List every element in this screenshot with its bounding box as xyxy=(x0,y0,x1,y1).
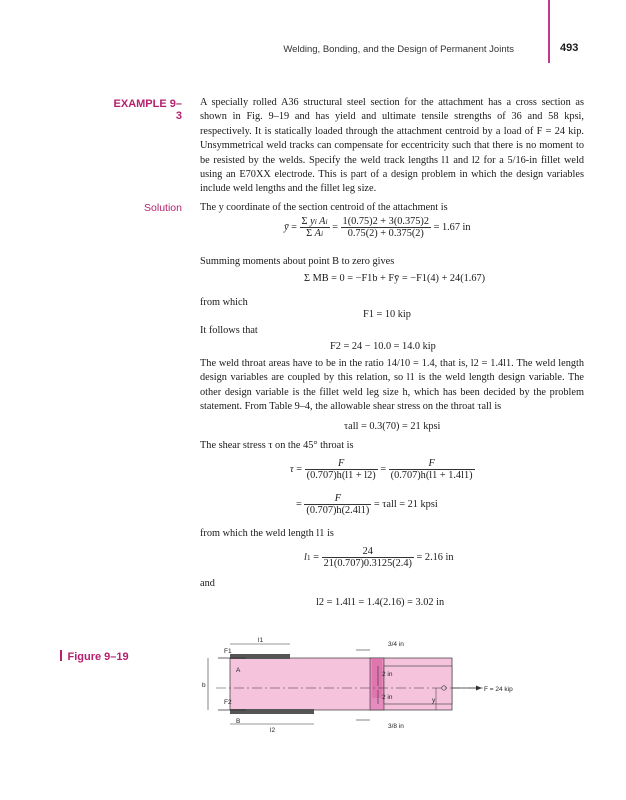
equation-l1: l1 = $\frac{24}{21(0.707)0.3125(2.4)}$ = 2.16 in xyxy=(304,546,454,569)
attachment-shade xyxy=(372,658,382,698)
eq-frac-values: $\frac{1(0.75)2 + 3(0.375)2}{0.75(2) + 0.375(2)}$ xyxy=(342,216,429,239)
eq1-result: = 1.67 in xyxy=(433,221,471,233)
example-statement: A specially rolled A36 structural steel section for the attachment has a cross section as shown in Fig. 9–19 and has yield and ultimate tensile strengths of 36 and 58 kpsi, respectively. It is statically loaded through the attachment centroid by a load of F = 24 kip. Unsymmetrical weld tracks can compensate for eccentricity such that there is no moment to be resisted by the welds. Specify the weld track lengths l1 and l2 for a 5/16-in fillet weld using an E70XX electrode. This is part of a design problem in which the design variables include weld lengths and the fillet leg size. xyxy=(200,97,584,195)
header-rule xyxy=(548,0,550,63)
eq-frac-sum: $\frac{\text{Σ yi Ai}}{\text{Σ Ai}}$ xyxy=(301,216,328,239)
label-l2: l2 xyxy=(270,727,276,734)
eq6-frac-b: $\frac{F}{(0.707)h(l1 + 1.4l1)}$ xyxy=(390,458,473,481)
equation-F1: F1 = 10 kip xyxy=(363,309,411,320)
label-F2: F2 xyxy=(224,699,232,706)
eq6-frac-a: $\frac{F}{(0.707)h(l1 + l2)}$ xyxy=(306,458,376,481)
figure-9-19 xyxy=(196,636,586,796)
label-dim-upper: 2 in xyxy=(382,671,393,678)
solution-p3: from which xyxy=(200,297,248,308)
label-load: F = 24 kip xyxy=(484,686,513,693)
eq6-frac-c: $\frac{F}{(0.707)h(2.4l1)}$ xyxy=(306,493,370,516)
eq6-result: = τall = 21 kpsi xyxy=(373,498,438,510)
solution-p6: The shear stress τ on the 45° throat is xyxy=(200,440,354,451)
eq-sym: ȳ = xyxy=(284,221,300,233)
solution-p1: The y coordinate of the section centroid of the attachment is xyxy=(200,202,448,213)
solution-label: Solution xyxy=(144,202,182,214)
equation-shear-1: τ = $\frac{F}{(0.707)h(l1 + l2)}$ = $\frac{F}{(0.707)h(l1 + 1.4l1)}$ xyxy=(290,458,473,481)
eq7-frac: $\frac{24}{21(0.707)0.3125(2.4)}$ xyxy=(323,546,412,569)
label-dim-lower: 2 in xyxy=(382,694,393,701)
eq7-result: = 2.16 in xyxy=(416,551,454,563)
equation-F2: F2 = 24 − 10.0 = 14.0 kip xyxy=(330,341,436,352)
running-title: Welding, Bonding, and the Design of Permanent Joints xyxy=(283,44,514,55)
equation-moments: Σ MB = 0 = −F1b + Fȳ = −F1(4) + 24(1.67) xyxy=(304,273,486,284)
label-y: y xyxy=(432,697,436,704)
solution-p2: Summing moments about point B to zero gives xyxy=(200,256,395,267)
label-bot-thick: 3/8 in xyxy=(388,723,404,730)
equation-tau-all: τall = 0.3(70) = 21 kpsi xyxy=(344,421,441,432)
label-b: b xyxy=(202,682,206,689)
label-B: B xyxy=(236,718,241,725)
member-right xyxy=(384,666,452,704)
solution-p7: from which the weld length l1 is xyxy=(200,528,334,539)
label-A: A xyxy=(236,667,241,674)
solution-p4: It follows that xyxy=(200,325,258,336)
solution-p5: The weld throat areas have to be in the ratio 14/10 = 1.4, that is, l2 = 1.4l1. The weld length design variables are coupled by this relation, so l1 is the weld length design variable. The other design variable is the fillet weld leg size h, which has been decided by the problem statement. From Table 9–4, the allowable shear stress on the throat τall is xyxy=(200,358,584,413)
figure-label: Figure 9–19 xyxy=(60,650,129,663)
label-F1: F1 xyxy=(224,648,232,655)
arrow-load-head xyxy=(476,686,482,691)
example-label: EXAMPLE 9–3 xyxy=(113,98,182,122)
label-l1: l1 xyxy=(258,637,264,644)
equation-centroid: ȳ = $\frac{\text{Σ yi Ai}}{\text{Σ Ai}}$ = $\frac{1(0.75)2 + 3(0.375)2}{0.75(2) + 0.375(2)}$ = 1.67 in xyxy=(284,216,471,239)
page-number: 493 xyxy=(560,42,579,54)
label-top-thick: 3/4 in xyxy=(388,641,404,648)
equation-l2: l2 = 1.4l1 = 1.4(2.16) = 3.02 in xyxy=(316,597,445,608)
solution-p8: and xyxy=(200,578,215,589)
equation-shear-2: = $\frac{F}{(0.707)h(2.4l1)}$ = τall = 21 kpsi xyxy=(296,493,438,516)
